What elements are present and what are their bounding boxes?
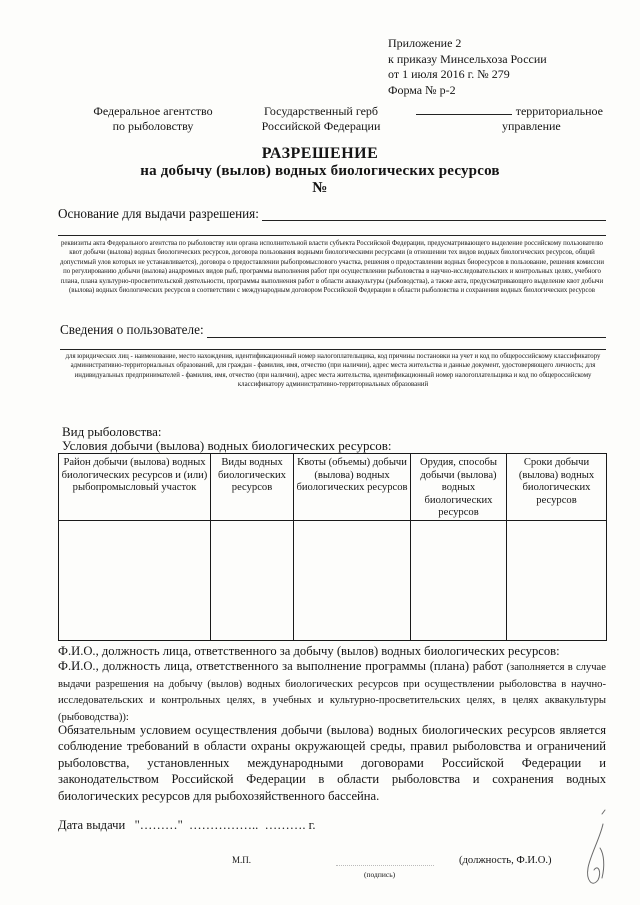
obligatory-condition: Обязательным условием осуществления добычи (вылова) водных биологических ресурсов является соблюдение требований в области охраны окружающей среды, правил рыболовства и ограничений рыболовства, установленных международными договорами Российской Федерации и законодательством Российской Федерации в области рыболовства и сохранения водных биологических ресурсов для рыбохозяйственного бассейна. — [58, 723, 606, 803]
cell-quota[interactable] — [294, 520, 411, 640]
table-row — [59, 520, 607, 640]
approval-block — [388, 36, 547, 98]
agency-name: Федеральное агентство по рыболовству — [93, 104, 213, 133]
document-subtitle: на добычу (вылов) водных биологических ресурсов — [140, 163, 500, 179]
permit-number-sign: № — [312, 180, 328, 196]
appendix-number: Приложение 2 — [388, 36, 462, 50]
form-number: Форма № р-2 — [388, 82, 456, 97]
cell-species[interactable] — [211, 520, 294, 640]
fio-program: Ф.И.О., должность лица, ответственного за выполнение программы (плана) работ (заполняется в случае выдачи разрешения на добычу (вылов) водных биологических ресурсов при осуществлении рыболовства в научно-исследовательских и контрольных целях, в учебных и культурно-просветительских целях, в целях аквакультуры (рыбоводства)): — [58, 659, 606, 723]
column-header-quota: Квоты (объемы) добычи (вылова) водных биологических ресурсов — [294, 454, 411, 521]
territorial-office: территориальное управление — [398, 104, 603, 134]
handwritten-signature — [572, 808, 612, 898]
column-header-gear: Орудия, способы добычи (вылова) водных биологических ресурсов — [411, 454, 507, 521]
position-name-label: (должность, Ф.И.О.) — [459, 855, 552, 866]
conditions-table — [58, 453, 607, 641]
user-info-field-line2[interactable] — [60, 349, 606, 350]
column-header-period: Сроки добычи (вылова) водных биологических ресурсов — [507, 454, 607, 521]
table-header-row — [59, 454, 607, 521]
order-date: от 1 июля 2016 г. № 279 — [388, 67, 510, 81]
basis-field[interactable] — [262, 220, 606, 221]
signature-label: (подпись) — [364, 870, 396, 879]
fio-responsible: Ф.И.О., должность лица, ответственного за добычу (вылов) водных биологических ресурсов: — [58, 644, 560, 658]
cell-period[interactable] — [507, 520, 607, 640]
seal-placeholder: М.П. — [232, 855, 252, 865]
coat-of-arms-label: Государственный герб Российской Федерации — [261, 104, 381, 133]
cell-area[interactable] — [59, 520, 211, 640]
fishing-type-label: Вид рыболовства: — [62, 424, 162, 439]
cell-gear[interactable] — [411, 520, 507, 640]
order-reference: к приказу Минсельхоза России — [388, 51, 547, 66]
column-header-species: Виды водных биологических ресурсов — [211, 454, 294, 521]
user-info-label: Сведения о пользователе: — [60, 322, 204, 337]
basis-field-line2[interactable] — [58, 235, 606, 236]
issue-date: Дата выдачи "………" …………….. ………. г. — [58, 818, 316, 832]
user-info-note: для юридических лиц - наименование, место нахождения, идентификационный номер налогоплательщика, код причины постановки на учет и код по общероссийскому классификатору административно-территориальных образований, для граждан - фамилия, имя, отчество (при наличии), адрес места жительства и данные документ, удостоверяющего личность; для индивидуальных предпринимателей - фамилия, имя, отчество (при наличии), адрес места жительства, идентификационный номер налогоплательщика и код по общероссийскому классификатору административно-территориальных образований — [65, 353, 601, 389]
document-title: РАЗРЕШЕНИЕ — [261, 145, 379, 162]
column-header-area: Район добычи (вылова) водных биологических ресурсов и (или) рыбопромысловый участок — [59, 454, 211, 521]
basis-note: реквизиты акта Федерального агентства по рыболовству или органа исполнительной власти субъекта Российской Федерации, предусматривающего выделение российскому пользователю квот добычи (вылова) водных биологических ресурсов, договора пользования водными биологическими ресурсами (в отношении тех видов водных биологических ресурсов, общий допустимый улов которых не устанавливается), договора о предоставлении рыбопромыслового участка, решения о предоставлении водных биоресурсов в пользование, решения комиссии по регулированию добычи (вылова) анадромных видов рыб, программы выполнения работ при осуществлении рыболовства в научно-исследовательских и контрольных целях, учебного плана, плана культурно-просветительской деятельности, программы выполнения работ в области аквакультуры (рыбоводства), а также акта, предусматривающего выделение квот добычи (вылова) водных биологических ресурсов в соответствии с международным договором Российской Федерации в области рыболовства и сохранения водных биологических ресурсов — [60, 240, 604, 295]
territorial-office-blank[interactable] — [416, 104, 512, 115]
conditions-label: Условия добычи (вылова) водных биологических ресурсов: — [62, 438, 392, 453]
user-info-field[interactable] — [207, 337, 606, 338]
signature-field[interactable] — [336, 865, 434, 866]
basis-label: Основание для выдачи разрешения: — [58, 206, 259, 221]
